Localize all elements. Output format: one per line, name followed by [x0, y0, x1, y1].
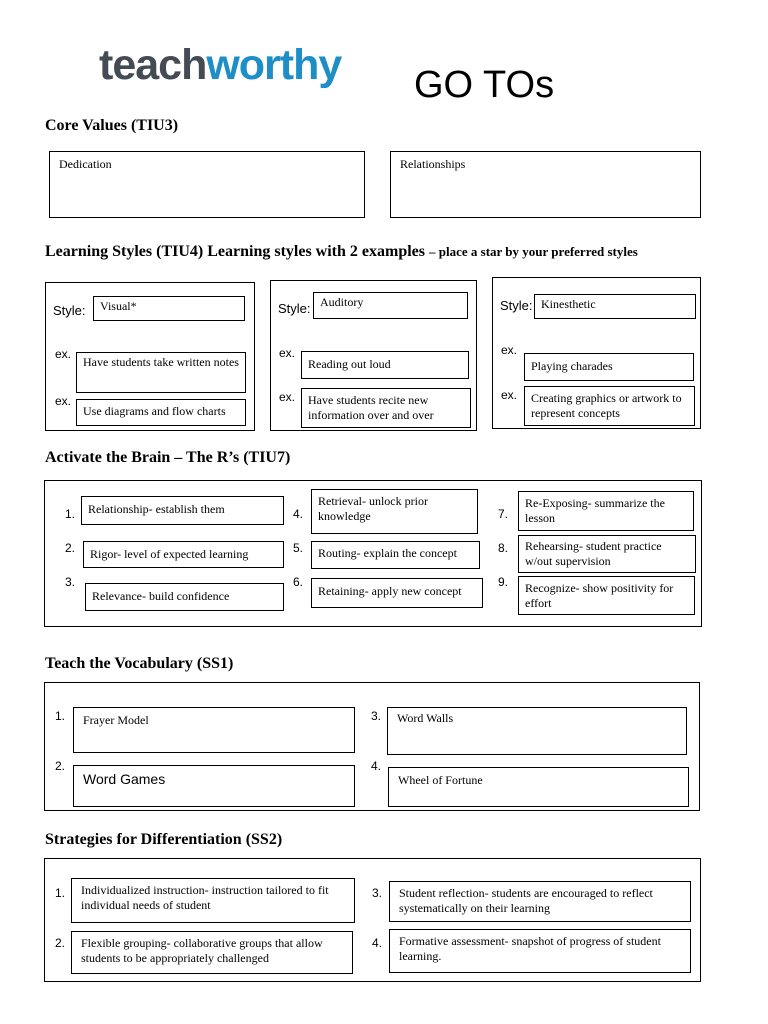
r-item-number: 6. — [293, 575, 304, 589]
style-1-example-2-field[interactable]: Use diagrams and flow charts — [76, 399, 246, 426]
r-item-field-6[interactable]: Retaining- apply new concept — [311, 578, 483, 608]
core-value-field-2[interactable]: Relationships — [390, 151, 701, 218]
r-item-field-4[interactable]: Retrieval- unlock prior knowledge — [311, 489, 478, 534]
ex-label: ex. — [501, 343, 518, 357]
vocab-field-4[interactable]: Wheel of Fortune — [388, 767, 689, 807]
style-3-example-2-field[interactable]: Creating graphics or artwork to represent concepts — [524, 386, 695, 426]
ex-label: ex. — [55, 347, 72, 361]
r-item-number: 5. — [293, 541, 304, 555]
r-item-field-1[interactable]: Relationship- establish them — [81, 496, 284, 525]
r-item-field-5[interactable]: Routing- explain the concept — [311, 541, 480, 569]
learning-styles-heading — [45, 243, 638, 261]
differentiation-heading: Strategies for Differentiation (SS2) — [45, 831, 283, 848]
r-item-field-8[interactable]: Rehearsing- student practice w/out supervision — [518, 535, 696, 573]
strategy-item-number: 3. — [372, 886, 383, 900]
strategy-field-1[interactable]: Individualized instruction- instruction tailored to fit individual needs of student — [71, 878, 355, 923]
r-item-number: 4. — [293, 507, 304, 521]
r-item-number: 1. — [65, 507, 76, 521]
vocab-item-number: 1. — [55, 709, 66, 723]
vocab-field-3[interactable]: Word Walls — [387, 707, 687, 755]
learning-styles-heading-sub: – place a star by your preferred styles — [429, 244, 638, 259]
core-value-field-1[interactable]: Dedication — [49, 151, 365, 218]
vocab-field-2[interactable]: Word Games — [73, 765, 355, 807]
style-label: Style: — [278, 301, 311, 316]
strategy-field-4[interactable]: Formative assessment- snapshot of progress of student learning. — [389, 929, 691, 973]
vocabulary-heading: Teach the Vocabulary (SS1) — [45, 655, 234, 672]
vocab-item-number: 4. — [371, 759, 382, 773]
r-item-number: 7. — [498, 507, 509, 521]
page-title: GO TOs — [414, 64, 555, 106]
ex-label: ex. — [55, 394, 72, 408]
strategy-field-3[interactable]: Student reflection- students are encouraged to reflect systematically on their learning — [389, 881, 691, 922]
strategy-item-number: 1. — [55, 886, 66, 900]
style-field-2[interactable]: Auditory — [313, 292, 468, 319]
r-item-number: 3. — [65, 575, 76, 589]
vocab-item-number: 3. — [371, 709, 382, 723]
style-label: Style: — [500, 298, 533, 313]
style-field-1[interactable]: Visual* — [93, 296, 245, 321]
strategy-item-number: 2. — [55, 936, 66, 950]
r-item-number: 9. — [498, 575, 509, 589]
core-values-heading: Core Values (TIU3) — [45, 117, 179, 134]
style-field-3[interactable]: Kinesthetic — [534, 294, 696, 319]
style-1-example-1-field[interactable]: Have students take written notes — [76, 352, 246, 393]
logo-text-worthy: worthy — [206, 41, 342, 89]
r-item-number: 8. — [498, 541, 509, 555]
style-label: Style: — [53, 303, 86, 318]
vocab-field-1[interactable]: Frayer Model — [73, 707, 355, 753]
r-item-field-3[interactable]: Relevance- build confidence — [85, 583, 284, 611]
strategy-item-number: 4. — [372, 936, 383, 950]
strategy-field-2[interactable]: Flexible grouping- collaborative groups that allow students to be appropriately challenged — [71, 931, 353, 974]
learning-styles-heading-main: Learning Styles (TIU4) Learning styles with 2 examples — [45, 243, 425, 260]
style-3-example-1-field[interactable]: Playing charades — [524, 353, 694, 381]
r-item-field-2[interactable]: Rigor- level of expected learning — [83, 541, 284, 568]
ex-label: ex. — [279, 346, 296, 360]
ex-label: ex. — [501, 388, 518, 402]
style-2-example-1-field[interactable]: Reading out loud — [301, 351, 469, 379]
activate-brain-heading: Activate the Brain – The R’s (TIU7) — [45, 449, 291, 466]
r-item-field-7[interactable]: Re-Exposing- summarize the lesson — [518, 491, 694, 531]
logo-text-teach: teach — [99, 41, 207, 89]
teachworthy-logo — [99, 40, 341, 90]
r-item-field-9[interactable]: Recognize- show positivity for effort — [518, 576, 695, 615]
style-2-example-2-field[interactable]: Have students recite new information over and over — [301, 388, 471, 428]
vocab-item-number: 2. — [55, 759, 66, 773]
ex-label: ex. — [279, 390, 296, 404]
r-item-number: 2. — [65, 541, 76, 555]
